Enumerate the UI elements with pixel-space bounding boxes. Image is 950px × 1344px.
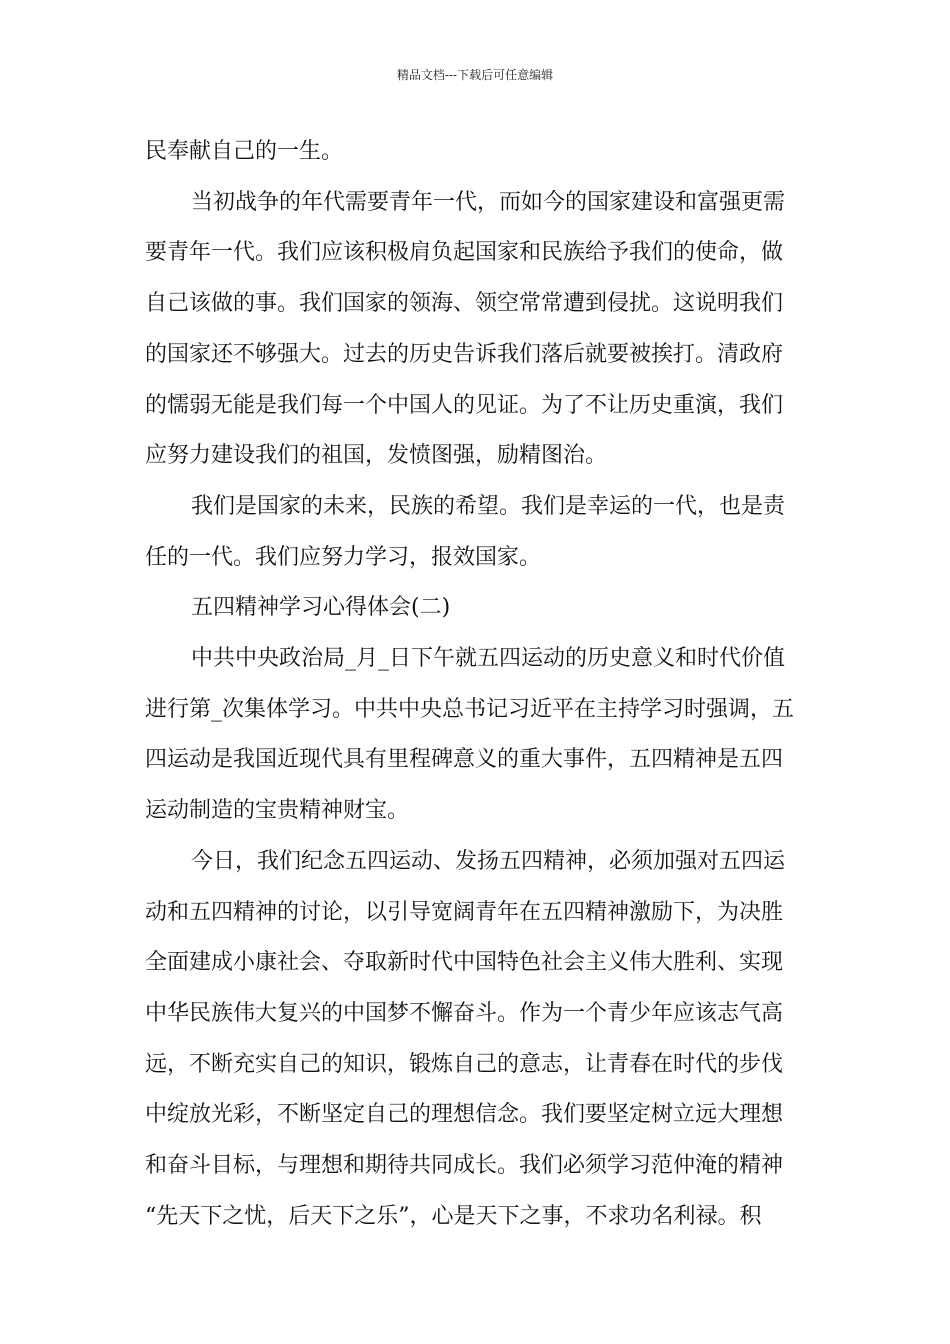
text-line: 应努力建设我们的祖国，发愤图强，励精图治。 xyxy=(145,443,608,469)
text-line: 远，不断充实自己的知识，锻炼自己的意志，让青春在时代的步伐 xyxy=(145,1051,784,1077)
text-line: 和奋斗目标，与理想和期待共同成长。我们必须学习范仲淹的精神 xyxy=(145,1153,784,1179)
text-line: 全面建成小康社会、夺取新时代中国特色社会主义伟大胜利、实现 xyxy=(145,950,784,976)
text-line: 当初战争的年代需要青年一代，而如今的国家建设和富强更需 xyxy=(191,189,786,215)
text-line: 要青年一代。我们应该积极肩负起国家和民族给予我们的使命，做 xyxy=(145,240,784,266)
text-line: 民奉献自己的一生。 xyxy=(145,139,344,164)
text-line: 五四精神学习心得体会(二) xyxy=(191,595,451,621)
document-body xyxy=(145,127,807,1242)
text-line: 中共中央政治局_月_日下午就五四运动的历史意义和时代价值 xyxy=(191,646,786,672)
text-line: “先天下之忧，后天下之乐”，心是天下之事，不求功名利禄。积 xyxy=(145,1203,762,1229)
text-line: 运动制造的宝贵精神财宝。 xyxy=(145,798,410,824)
text-line: 进行第_次集体学习。中共中央总书记习近平在主持学习时强调，五 xyxy=(145,696,795,722)
text-line: 自己该做的事。我们国家的领海、领空常常遭到侵扰。这说明我们 xyxy=(145,291,784,317)
text-line: 四运动是我国近现代具有里程碑意义的重大事件，五四精神是五四 xyxy=(145,747,784,773)
text-line: 中华民族伟大复兴的中国梦不懈奋斗。作为一个青少年应该志气高 xyxy=(145,1000,784,1026)
text-line: 任的一代。我们应努力学习，报效国家。 xyxy=(145,544,542,570)
text-line: 的国家还不够强大。过去的历史告诉我们落后就要被挨打。清政府 xyxy=(145,341,784,367)
text-line: 今日，我们纪念五四运动、发扬五四精神，必须加强对五四运 xyxy=(191,848,786,874)
text-line: 的懦弱无能是我们每一个中国人的见证。为了不让历史重演，我们 xyxy=(145,392,784,418)
text-line: 动和五四精神的讨论，以引导宽阔青年在五四精神激励下，为决胜 xyxy=(145,899,784,925)
text-line: 中绽放光彩，不断坚定自己的理想信念。我们要坚定树立远大理想 xyxy=(145,1102,784,1128)
page-header: 精品文档---下载后可任意编辑 xyxy=(396,68,554,82)
text-line: 我们是国家的未来，民族的希望。我们是幸运的一代，也是责 xyxy=(191,493,786,519)
